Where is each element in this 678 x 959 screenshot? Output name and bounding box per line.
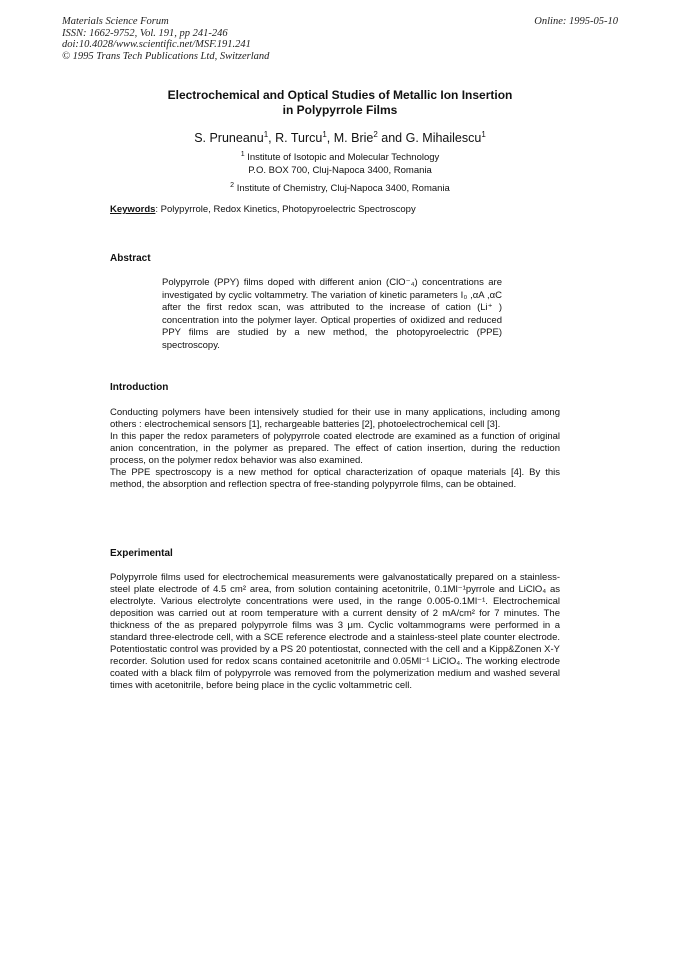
doi-line: doi:10.4028/www.scientific.net/MSF.191.241: [62, 39, 251, 50]
author-name: S. Pruneanu: [194, 131, 264, 146]
online-date: Online: 1995-05-10: [534, 16, 618, 27]
affiliation-institute: Institute of Chemistry, Cluj-Napoca 3400, Romania: [236, 183, 450, 195]
journal-name: Materials Science Forum: [62, 16, 169, 27]
paper-title: [110, 88, 570, 118]
author-name: M. Brie: [333, 131, 374, 146]
author-separator: and: [377, 131, 406, 146]
paragraph: Polypyrrole films used for electrochemical measurements were galvanostatically prepared on a stainless-steel plate electrode of 4.5 cm² area, from solution containing acetonitrile, 0.1Ml⁻¹pyrrole and LiClO₄ as electrolyte. Various electrolyte concentrations were used, in the range 0.005-0.1Ml⁻¹. Electrochemical deposition was carried out at room temperature with a current density of 2 mA/cm² for 7 minutes. The thickness of the as prepared polypyrrole films was 3 μm. Cyclic voltammograms were performed in a standard three-electrode cell, with a SCE reference electrode and a stainless-steel plate counter electrode. Potentiostatic control was provided by a PS 20 potentiostat, connected with the cell and a Kipp&Zonen X-Y recorder. Solution used for redox scans contained acetonitrile and 0.05Ml⁻¹ LiClO₄. The working electrode coated with a black film of polypyrrole was removed from the polymerization medium and washed several times with acetonitrile, before being place in the cyclic voltammetric cell.: [110, 572, 560, 691]
keywords-text: Polypyrrole, Redox Kinetics, Photopyroelectric Spectroscopy: [158, 204, 416, 215]
author-name: G. Mihailescu: [405, 131, 482, 146]
abstract-text: Polypyrrole (PPY) films doped with different anion (ClO⁻₄) concentrations are investigated by cyclic voltammetry. The variation of kinetic parameters I₀ ,αA ,αC after the first redox scan, was attributed to the increase of cation (Li⁺ ) concentration into the polymer layer. Optical properties of oxidized and reduced PPY films are studied by a new method, the photopyroelectric (PPE) spectroscopy.: [162, 277, 502, 351]
paragraph: The PPE spectroscopy is a new method for optical characterization of opaque materials [4]. By this method, the absorption and reflection spectra of free-standing polypyrrole films, can be obtained.: [110, 467, 560, 490]
keywords-colon: :: [155, 204, 159, 215]
introduction-heading: Introduction: [110, 382, 169, 393]
affiliation-mark: 1: [240, 151, 245, 158]
author-affiliation-mark: 1: [263, 130, 269, 139]
running-header: [62, 16, 269, 62]
author-list: [110, 127, 570, 146]
experimental-heading: Experimental: [110, 548, 173, 559]
affiliation-1: [110, 149, 570, 177]
introduction-body: [110, 407, 560, 491]
affiliation-institute: Institute of Isotopic and Molecular Technology: [247, 152, 440, 164]
paragraph: In this paper the redox parameters of polypyrrole coated electrode are examined as a function of original anion concentration, in the polymer as prepared. The effect of cation insertion, during the reduction process, on the polymer redox behavior was also examined.: [110, 431, 560, 466]
keywords: [110, 204, 416, 215]
affiliation-line: [110, 180, 570, 196]
author-affiliation-mark: 1: [481, 130, 486, 139]
title-line-2: in Polypyrrole Films: [282, 103, 398, 117]
author-separator: ,: [326, 131, 334, 146]
affiliation-2: [110, 180, 570, 196]
keywords-label: Keywords: [110, 204, 156, 215]
author-name: R. Turcu: [275, 131, 323, 146]
author-affiliation-mark: 1: [322, 130, 327, 139]
copyright-line: © 1995 Trans Tech Publications Ltd, Switzerland: [62, 50, 270, 62]
affiliation-mark: 2: [230, 182, 235, 189]
paragraph: Conducting polymers have been intensively studied for their use in many applications, including among others : electrochemical sensors [1], rechargeable batteries [2], photoelectrochemical cell [3].: [110, 407, 560, 430]
author-separator: ,: [268, 131, 276, 146]
affiliation-address: P.O. BOX 700, Cluj-Napoca 3400, Romania: [248, 164, 432, 176]
author-affiliation-mark: 2: [373, 130, 378, 139]
title-line-1: Electrochemical and Optical Studies of Metallic Ion Insertion: [167, 88, 513, 102]
experimental-body: [110, 572, 560, 692]
affiliation-line: [110, 149, 570, 165]
abstract-heading: Abstract: [110, 253, 151, 264]
issn-line: ISSN: 1662-9752, Vol. 191, pp 241-246: [62, 27, 228, 39]
